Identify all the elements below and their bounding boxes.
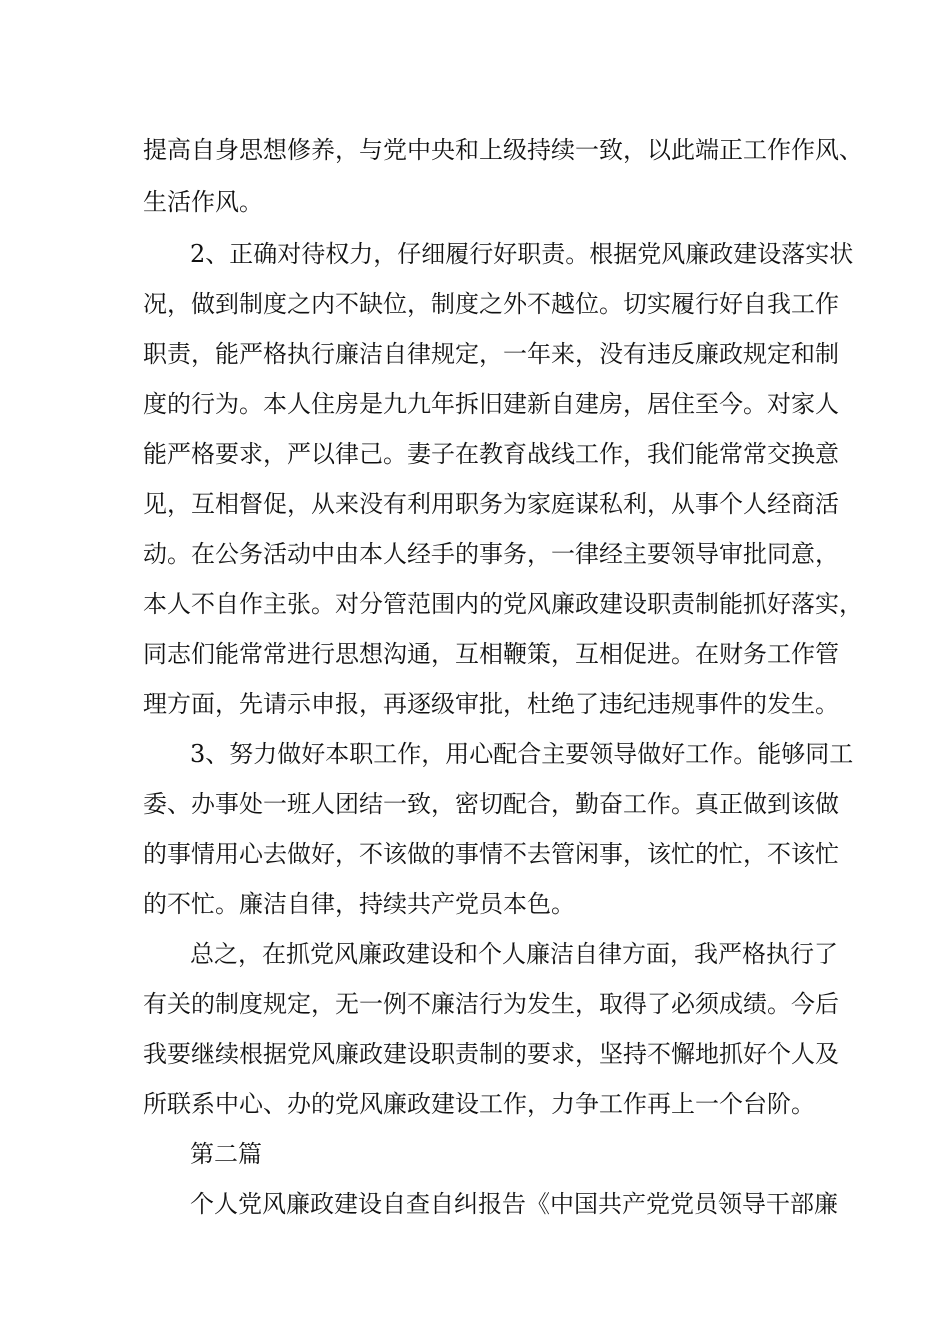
- text-line: 况，做到制度之内不缺位，制度之外不越位。切实履行好自我工作: [143, 290, 839, 318]
- text-line: 生活作风。: [143, 188, 263, 216]
- text-line: 我要继续根据党风廉政建设职责制的要求，坚持不懈地抓好个人及: [143, 1040, 839, 1068]
- paragraph-first-line: 个人党风廉政建设自查自纠报告《中国共产党党员领导干部廉: [190, 1190, 838, 1218]
- text-line: 能严格要求，严以律己。妻子在教育战线工作，我们能常常交换意: [143, 440, 839, 468]
- text-line: 理方面，先请示申报，再逐级审批，杜绝了违纪违规事件的发生。: [143, 690, 839, 718]
- paragraph-first-line: 总之，在抓党风廉政建设和个人廉洁自律方面，我严格执行了: [190, 940, 838, 968]
- section-heading: 第二篇: [190, 1140, 262, 1168]
- paragraph-first-line: 2、正确对待权力，仔细履行好职责。根据党风廉政建设落实状: [190, 240, 854, 268]
- text-line: 委、办事处一班人团结一致，密切配合，勤奋工作。真正做到该做: [143, 790, 839, 818]
- text-line: 的事情用心去做好，不该做的事情不去管闲事，该忙的忙，不该忙: [143, 840, 839, 868]
- text-line: 的不忙。廉洁自律，持续共产党员本色。: [143, 890, 575, 918]
- text-line: 职责，能严格执行廉洁自律规定，一年来，没有违反廉政规定和制: [143, 340, 839, 368]
- paragraph-first-line: 3、努力做好本职工作，用心配合主要领导做好工作。能够同工: [190, 740, 854, 768]
- text-line: 度的行为。本人住房是九九年拆旧建新自建房，居住至今。对家人: [143, 390, 839, 418]
- text-line: 有关的制度规定，无一例不廉洁行为发生，取得了必须成绩。今后: [143, 990, 839, 1018]
- text-line: 所联系中心、办的党风廉政建设工作，力争工作再上一个台阶。: [143, 1090, 815, 1118]
- text-line: 同志们能常常进行思想沟通，互相鞭策，互相促进。在财务工作管: [143, 640, 839, 668]
- text-line: 动。在公务活动中由本人经手的事务，一律经主要领导审批同意，: [143, 540, 839, 568]
- text-line: 提高自身思想修养，与党中央和上级持续一致，以此端正工作作风、: [143, 136, 863, 164]
- text-line: 见，互相督促，从来没有利用职务为家庭谋私利，从事个人经商活: [143, 490, 839, 518]
- text-line: 本人不自作主张。对分管范围内的党风廉政建设职责制能抓好落实，: [143, 590, 863, 618]
